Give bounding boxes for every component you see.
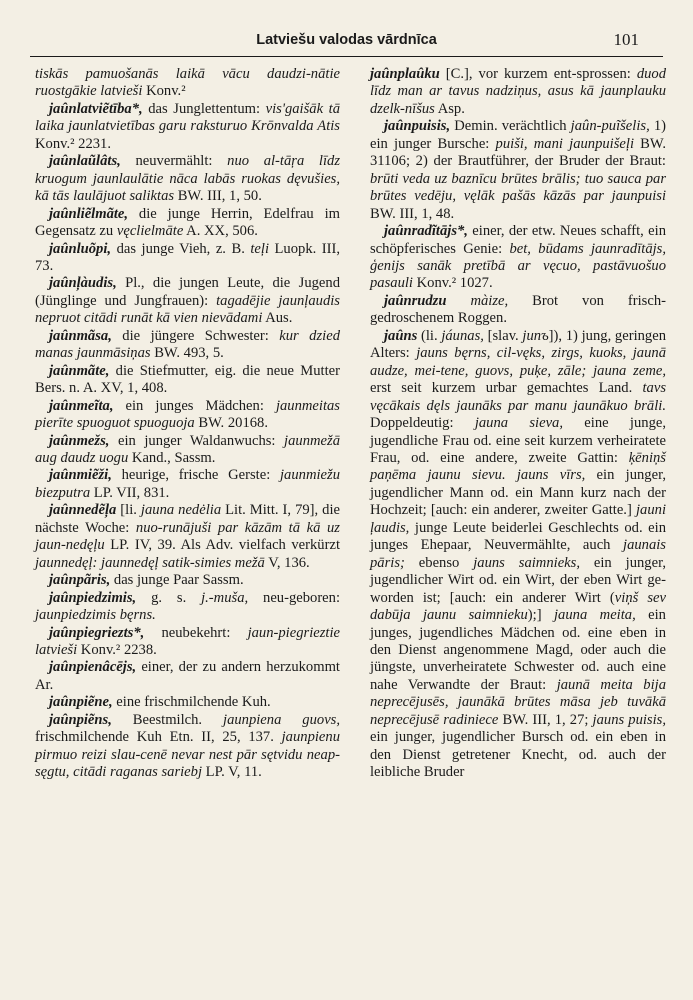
german-gloss: ein junger Waldanwuchs:: [109, 432, 285, 449]
latvian-example: jaunmiežu biezputra: [35, 467, 340, 501]
headword: jaûnnedẽļa: [49, 502, 117, 519]
german-gloss: Konv.² 1027.: [412, 275, 493, 292]
latvian-example: tagadējie jaunļaudis nepruot citādi runāt kā vien nievādami: [35, 292, 340, 327]
german-gloss: Konv.² 2231.: [35, 135, 111, 152]
latvian-example: j.-muša,: [201, 589, 249, 606]
latvian-example: jaunpiena guovs,: [223, 711, 340, 728]
dictionary-entry: [35, 398, 340, 433]
latvian-example: jauna nedėlia: [140, 502, 222, 519]
german-gloss: ebenso: [404, 554, 474, 571]
latvian-example: jaunnedęļ: jaunnedęļ satik-simies mežā: [35, 554, 265, 571]
latvian-example: jaunā meita bija neprecējusēs, jaunākā brūtes māsa jeb tuvākā neprecējusē radiniece: [370, 676, 666, 728]
german-gloss: Kand., Sassm.: [128, 449, 216, 466]
german-gloss: junge Leute beiderlei Geschlechts od. ein junges Ehepaar, Neuvermählte, auch: [370, 519, 666, 554]
latvian-example: jauna meita,: [554, 607, 636, 624]
page-header: [0, 30, 693, 54]
german-gloss: das junge Paar Sassm.: [110, 572, 244, 589]
latvian-example: viņš sev dabūja jaunu saimnieku: [370, 589, 667, 624]
german-gloss: heurige, frische Gerste:: [111, 467, 280, 484]
headword: jaûnmãte,: [49, 362, 110, 379]
latvian-example: jauns saimnieks,: [473, 554, 580, 571]
german-gloss: V, 136.: [264, 554, 310, 571]
german-gloss: ein junger, jugendlicher Wirt od. ein Wirt, der eben Wirt ge-worden ist; [auch: ein anderer Wirt (: [370, 554, 666, 606]
headword: jaûnplaûku: [370, 66, 440, 82]
dictionary-entry: [370, 293, 666, 328]
german-gloss: LP. VII, 831.: [90, 484, 170, 501]
left-column: [35, 66, 340, 782]
german-gloss: einer, der zu andern herzukommt Ar.: [35, 659, 340, 693]
headword: jaûnpãris,: [49, 572, 111, 589]
latvian-example: teļi: [250, 240, 270, 257]
latvian-example: jauna sieva,: [474, 415, 563, 432]
headword: jaûnmãsa,: [49, 327, 112, 344]
dictionary-entry: [35, 328, 340, 363]
german-gloss: Beestmilch.: [111, 711, 224, 728]
headword: jaûnrudzu: [384, 292, 447, 309]
latvian-example: jaunpiedzimis bęrns.: [35, 607, 156, 624]
right-column: [370, 66, 666, 782]
german-gloss: Asp.: [434, 100, 465, 117]
german-gloss: Konv.²: [142, 83, 186, 100]
headword: jaûnmeĩta,: [49, 397, 114, 414]
german-gloss: ein junges, jugendliches Mädchen od. eine eben in den Dienst angenommene Magd, oder auch die jüngste, unverheiratete Schwester od. auch eine nahe Verwandte der Braut:: [370, 607, 666, 693]
dictionary-entry: [370, 223, 666, 293]
german-gloss: neu-geboren:: [248, 589, 341, 606]
dictionary-entry: [35, 206, 340, 241]
headword: jaûnpuisis,: [384, 118, 451, 135]
latvian-example: duod līdz man ar tavus nadziņus, asus kā jaunplauku dzelk-nīšus: [370, 66, 666, 117]
dictionary-entry: [370, 328, 666, 782]
headword: jaûnpiegriezts*,: [49, 624, 145, 641]
german-gloss: ein junges Mädchen:: [113, 397, 276, 414]
german-gloss: einer, der etw. Neues schafft, ein schöpferisches Genie:: [370, 223, 666, 257]
latvian-example: jauns bęrns, cil-vęks, zirgs, kuoks, jaunā audze, mei-tene, guovs, puķe, zāle; jauna zeme,: [370, 345, 666, 379]
latvian-example: jaûn-puĩšelis,: [570, 118, 650, 135]
german-gloss: Konv.² 2238.: [77, 641, 157, 658]
latvian-example: vis'gaišāk tā laika jaunlatvietības garu raksturuo Krōnvalda Atis: [35, 100, 340, 135]
german-gloss: das Junglettentum:: [142, 100, 266, 117]
headword: jaûnpienâcējs,: [49, 659, 137, 676]
german-gloss: neuvermählt:: [120, 153, 228, 170]
latvian-example: nuo-runājuši par kāzām tā kā uz jaun-nedęļu: [35, 519, 340, 554]
german-gloss: [slav.: [483, 327, 523, 344]
german-gloss: neubekehrt:: [144, 624, 248, 641]
german-gloss: BW. III, 1, 27;: [498, 711, 593, 728]
page-number: 101: [613, 30, 639, 49]
headword: jaûns: [384, 327, 418, 344]
german-gloss: [446, 293, 470, 309]
german-gloss: LP. V, 11.: [202, 764, 262, 781]
dictionary-entry: [35, 363, 340, 398]
dictionary-entry: [35, 433, 340, 468]
headword: jaûnpiẽne,: [49, 694, 113, 711]
german-gloss: die junge Herrin, Edelfrau im Gegensatz zu: [35, 205, 340, 240]
german-gloss: Demin. verächtlich: [450, 118, 571, 135]
dictionary-entry: [370, 66, 666, 118]
latvian-example: jaunmežā aug daudz uogu: [35, 432, 340, 466]
headword: jaûnlaũlâts,: [49, 153, 121, 170]
headword: jaûnradĩtājs*,: [384, 223, 468, 240]
german-gloss: BW. III, 1, 48.: [370, 205, 455, 222]
german-gloss: Lit. Mitt. I, 79], die nächste Woche:: [35, 502, 340, 536]
latvian-example: jaunais pāris;: [370, 537, 666, 571]
latvian-example: bet, būdams jaunradītājs, ģenijs sanāk pretībā ar vęcuo, pastāvuošuo pasauli: [370, 240, 667, 292]
latvian-example: jauni ļaudis,: [370, 502, 666, 536]
dictionary-entry: [370, 118, 666, 223]
german-gloss: ]), 1) jung, geringen Alters:: [370, 327, 666, 362]
headword: jaûnļàudis,: [49, 275, 117, 292]
latvian-example: ķēniņš paņēma jaunu sievu. jauns vīrs,: [370, 449, 666, 484]
dictionary-entry: [35, 241, 340, 276]
german-gloss: (li.: [417, 327, 442, 344]
german-gloss: das junge Vieh, z. B.: [111, 240, 251, 257]
german-gloss: BW. 493, 5.: [150, 345, 224, 362]
headword: jaûnpiẽns,: [49, 711, 112, 728]
dictionary-entry: [35, 66, 340, 101]
headword: jaûnmežs,: [49, 432, 110, 449]
headword: jaûnpiedzimis,: [49, 589, 137, 606]
german-gloss: 1) ein junger Bursche:: [370, 118, 667, 152]
dictionary-entry: [35, 694, 340, 711]
dictionary-entry: [35, 590, 340, 625]
german-gloss: frischmilchende Kuh Etn. II, 25, 137.: [35, 729, 282, 746]
latvian-example: tavs vęcākais dęls jaunāks par manu jaunākuo brāli.: [370, 380, 666, 414]
dictionary-entry: [35, 625, 340, 660]
german-gloss: eine junge, jugendliche Frau od. eine seit kurzem verheiratete Frau, od. eine andere, zweite Gattin:: [370, 415, 666, 466]
german-gloss: ein junger, jugendlicher Bursch od. ein eben in den Dienst getretener Knecht, od. auch der leibliche Bruder: [370, 729, 666, 781]
german-gloss: die Stiefmutter, eig. die neue Mutter Bers. n. A. XV, 1, 408.: [35, 362, 340, 397]
german-gloss: Aus.: [262, 310, 293, 327]
latvian-example: jaunmeitas pierīte spuoguot spuoguoja: [35, 397, 340, 432]
latvian-example: brūti veda uz baznīcu brūtes brālis; tuo sauca par brūtes vedēju, vęlāk pašās kāzās par jaunpuisi: [370, 170, 666, 205]
latvian-example: nuo al-tāŗa līdz kruogum jaunlaulātie nāca labās ruokas dęvušies, kā tās laulājuot saliktas: [35, 153, 340, 205]
dictionary-entry: [35, 467, 340, 502]
dictionary-entry: [35, 572, 340, 589]
latvian-example: màize,: [470, 292, 509, 309]
latvian-example: puiši, mani jaunpuišeļi: [495, 135, 634, 152]
latvian-example: vęclielmāte: [116, 223, 184, 240]
dictionary-entry: [35, 101, 340, 153]
latvian-example: jaunpienu pirmuo reizi slau-cenē nevar nest pār sętvidu neap-sęgtu, citādi raganas sariebj: [35, 729, 340, 781]
dictionary-entry: [35, 712, 340, 782]
german-gloss: Luopk. III, 73.: [35, 240, 341, 274]
headword: jaûnlatviẽtība*,: [49, 100, 143, 117]
headword: jaûnluõpi,: [49, 240, 112, 257]
latvian-example: junъ: [522, 327, 549, 344]
latvian-example: jauns puisis,: [592, 711, 666, 728]
headword: jaûnliẽlmãte,: [49, 205, 129, 222]
latvian-example: jaun-piegrieztie latvieši: [35, 624, 340, 658]
header-rule: [30, 56, 663, 57]
german-gloss: BW. III, 1, 50.: [174, 188, 262, 205]
german-gloss: Doppeldeutig:: [370, 415, 475, 432]
german-gloss: die jüngere Schwester:: [111, 327, 280, 344]
german-gloss: g. s.: [136, 589, 202, 606]
german-gloss: BW. 20168.: [194, 415, 268, 432]
german-gloss: BW. 31106; 2) der Brautführer, der Bruder der Braut:: [370, 135, 667, 170]
dictionary-entry: [35, 153, 340, 205]
german-gloss: eine frischmilchende Kuh.: [112, 694, 271, 711]
german-gloss: A. XX, 506.: [183, 223, 258, 240]
german-gloss: );]: [527, 607, 554, 624]
german-gloss: ein junger, jugendlicher Mann od. ein Mann kurz nach der Hochzeit; [auch: ein anderer, zweiter Gatte.]: [370, 467, 666, 519]
latvian-example: tiskās pamuošanās laikā vācu daudzi-nātie ruostgākie latvieši: [35, 66, 340, 100]
headword: jaûnmiẽži,: [49, 467, 112, 484]
dictionary-entry: [35, 659, 340, 694]
german-gloss: erst seit kurzem urbar gemachtes Land.: [370, 380, 643, 397]
german-gloss: Pl., die jungen Leute, die Jugend (Jünglinge und Jungfrauen):: [35, 275, 340, 309]
latvian-example: jáunas,: [441, 327, 484, 344]
dictionary-entry: [35, 275, 340, 327]
dictionary-entry: [35, 502, 340, 572]
german-gloss: [C.], vor kurzem ent-sprossen:: [439, 66, 637, 82]
running-title: Latviešu valodas vārdnīca: [256, 32, 437, 48]
latvian-example: kur dzied manas jaunmāsiņas: [35, 327, 340, 362]
german-gloss: Brot von frisch-gedroschenem Roggen.: [370, 292, 666, 327]
german-gloss: LP. IV, 39. Als Adv. vielfach verkürzt: [104, 537, 340, 554]
german-gloss: [li.: [116, 502, 141, 519]
